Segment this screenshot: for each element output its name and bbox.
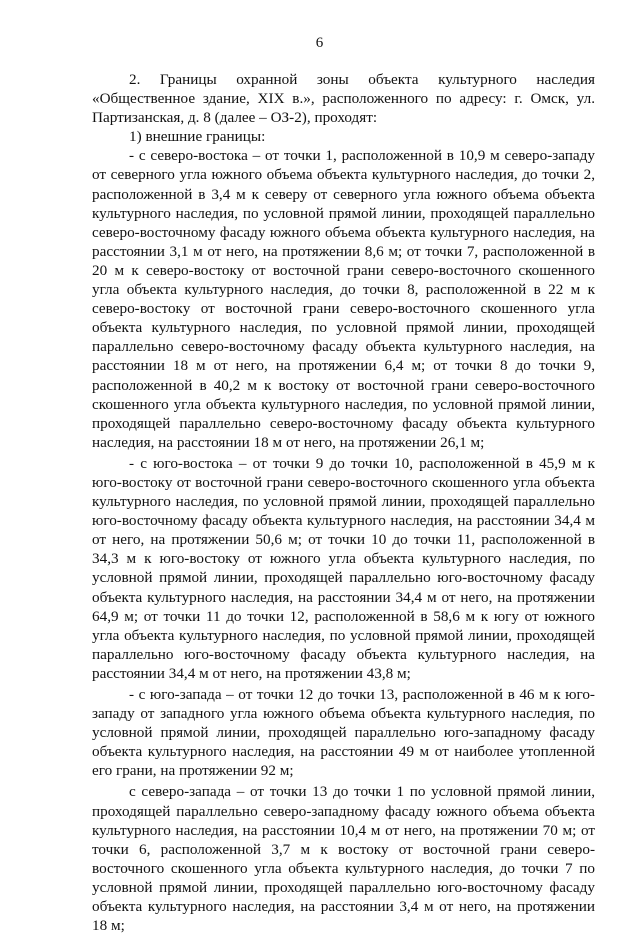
page-number: 6 [315,35,324,51]
paragraph-outer-boundaries: 1) внешние границы: [129,128,266,146]
paragraph-intro: 2. Границы охранной зоны объекта культурного наследия «Общественное здание, XIX в.», расположенного по адресу: г. Омск, ул. Партизанская, д. 8 (далее – ОЗ-2), проходят: [92,71,595,127]
paragraph-southwest: - с юго-запада – от точки 12 до точки 13, расположенной в 46 м к юго-западу от западного угла южного объема объекта культурного наследия, по условной прямой линии, проходящей параллельно юго-западному фасаду объекта культурного наследия, на расстоянии 49 м от наиболее утопленной его грани, на протяжении 92 м; [92,686,595,780]
paragraph-southeast: - с юго-востока – от точки 9 до точки 10, расположенной в 45,9 м к юго-востоку от восточной грани северо-восточного скошенного угла объекта культурного наследия, по условной прямой линии, проходящей параллельно юго-восточному фасаду объекта культурного наследия, на расстоянии 34,4 м от него, на протяжении 50,6 м; от точки 10 до точки 11, расположенной в 34,3 м к юго-востоку от южного угла объекта культурного наследия, по условной прямой линии, проходящей параллельно юго-восточному фасаду объекта культурного наследия, на расстоянии 34,4 м от него, на протяжении 64,9 м; от точки 11 до точки 12, расположенной в 58,6 м к югу от южного угла объекта культурного наследия, по условной прямой линии, проходящей параллельно юго-восточному фасаду объекта культурного наследия, на расстоянии 34,4 м от него, на протяжении 43,8 м; [92,454,595,682]
document-body [92,70,595,937]
paragraph-northeast: - с северо-востока – от точки 1, расположенной в 10,9 м северо-западу от северного угла южного объема объекта культурного наследия, до точки 2, расположенной в 3,4 м к северу от северного угла южного объема объекта культурного наследия, по условной прямой линии, проходящей параллельно северо-восточному фасаду южного объема объекта культурного наследия, на расстоянии 3,1 м от него, на протяжении 8,6 м; от точки 7, расположенной в 20 м к северо-востоку от восточной грани северо-восточного скошенного угла объекта культурного наследия, до точки 8, расположенной в 22 м к северо-востоку от восточной грани северо-восточного скошенного угла объекта культурного наследия, по условной прямой линии, проходящей параллельно северо-восточному фасаду объекта культурного наследия, на расстоянии 18 м от него, на протяжении 6,4 м; от точки 8 до точки 9, расположенной в 40,2 м к востоку от восточной грани северо-восточного скошенного угла объекта культурного наследия, по условной прямой линии, проходящей параллельно северо-восточному фасаду объекта культурного наследия, на расстоянии 18 м от него, на протяжении 26,1 м; [92,147,595,451]
paragraph-northwest: с северо-запада – от точки 13 до точки 1 по условной прямой линии, проходящей параллельно северо-западному фасаду южного объема объекта культурного наследия, на расстоянии 10,4 м от него, на протяжении 70 м; от точки 6, расположенной 3,7 м к востоку от восточной грани северо-восточного скошенного угла объекта культурного наследия, до точки 7 по условной прямой линии, проходящей параллельно юго-восточному фасаду объекта культурного наследия, на расстоянии 3,4 м от него, на протяжении 18 м; [92,783,595,935]
